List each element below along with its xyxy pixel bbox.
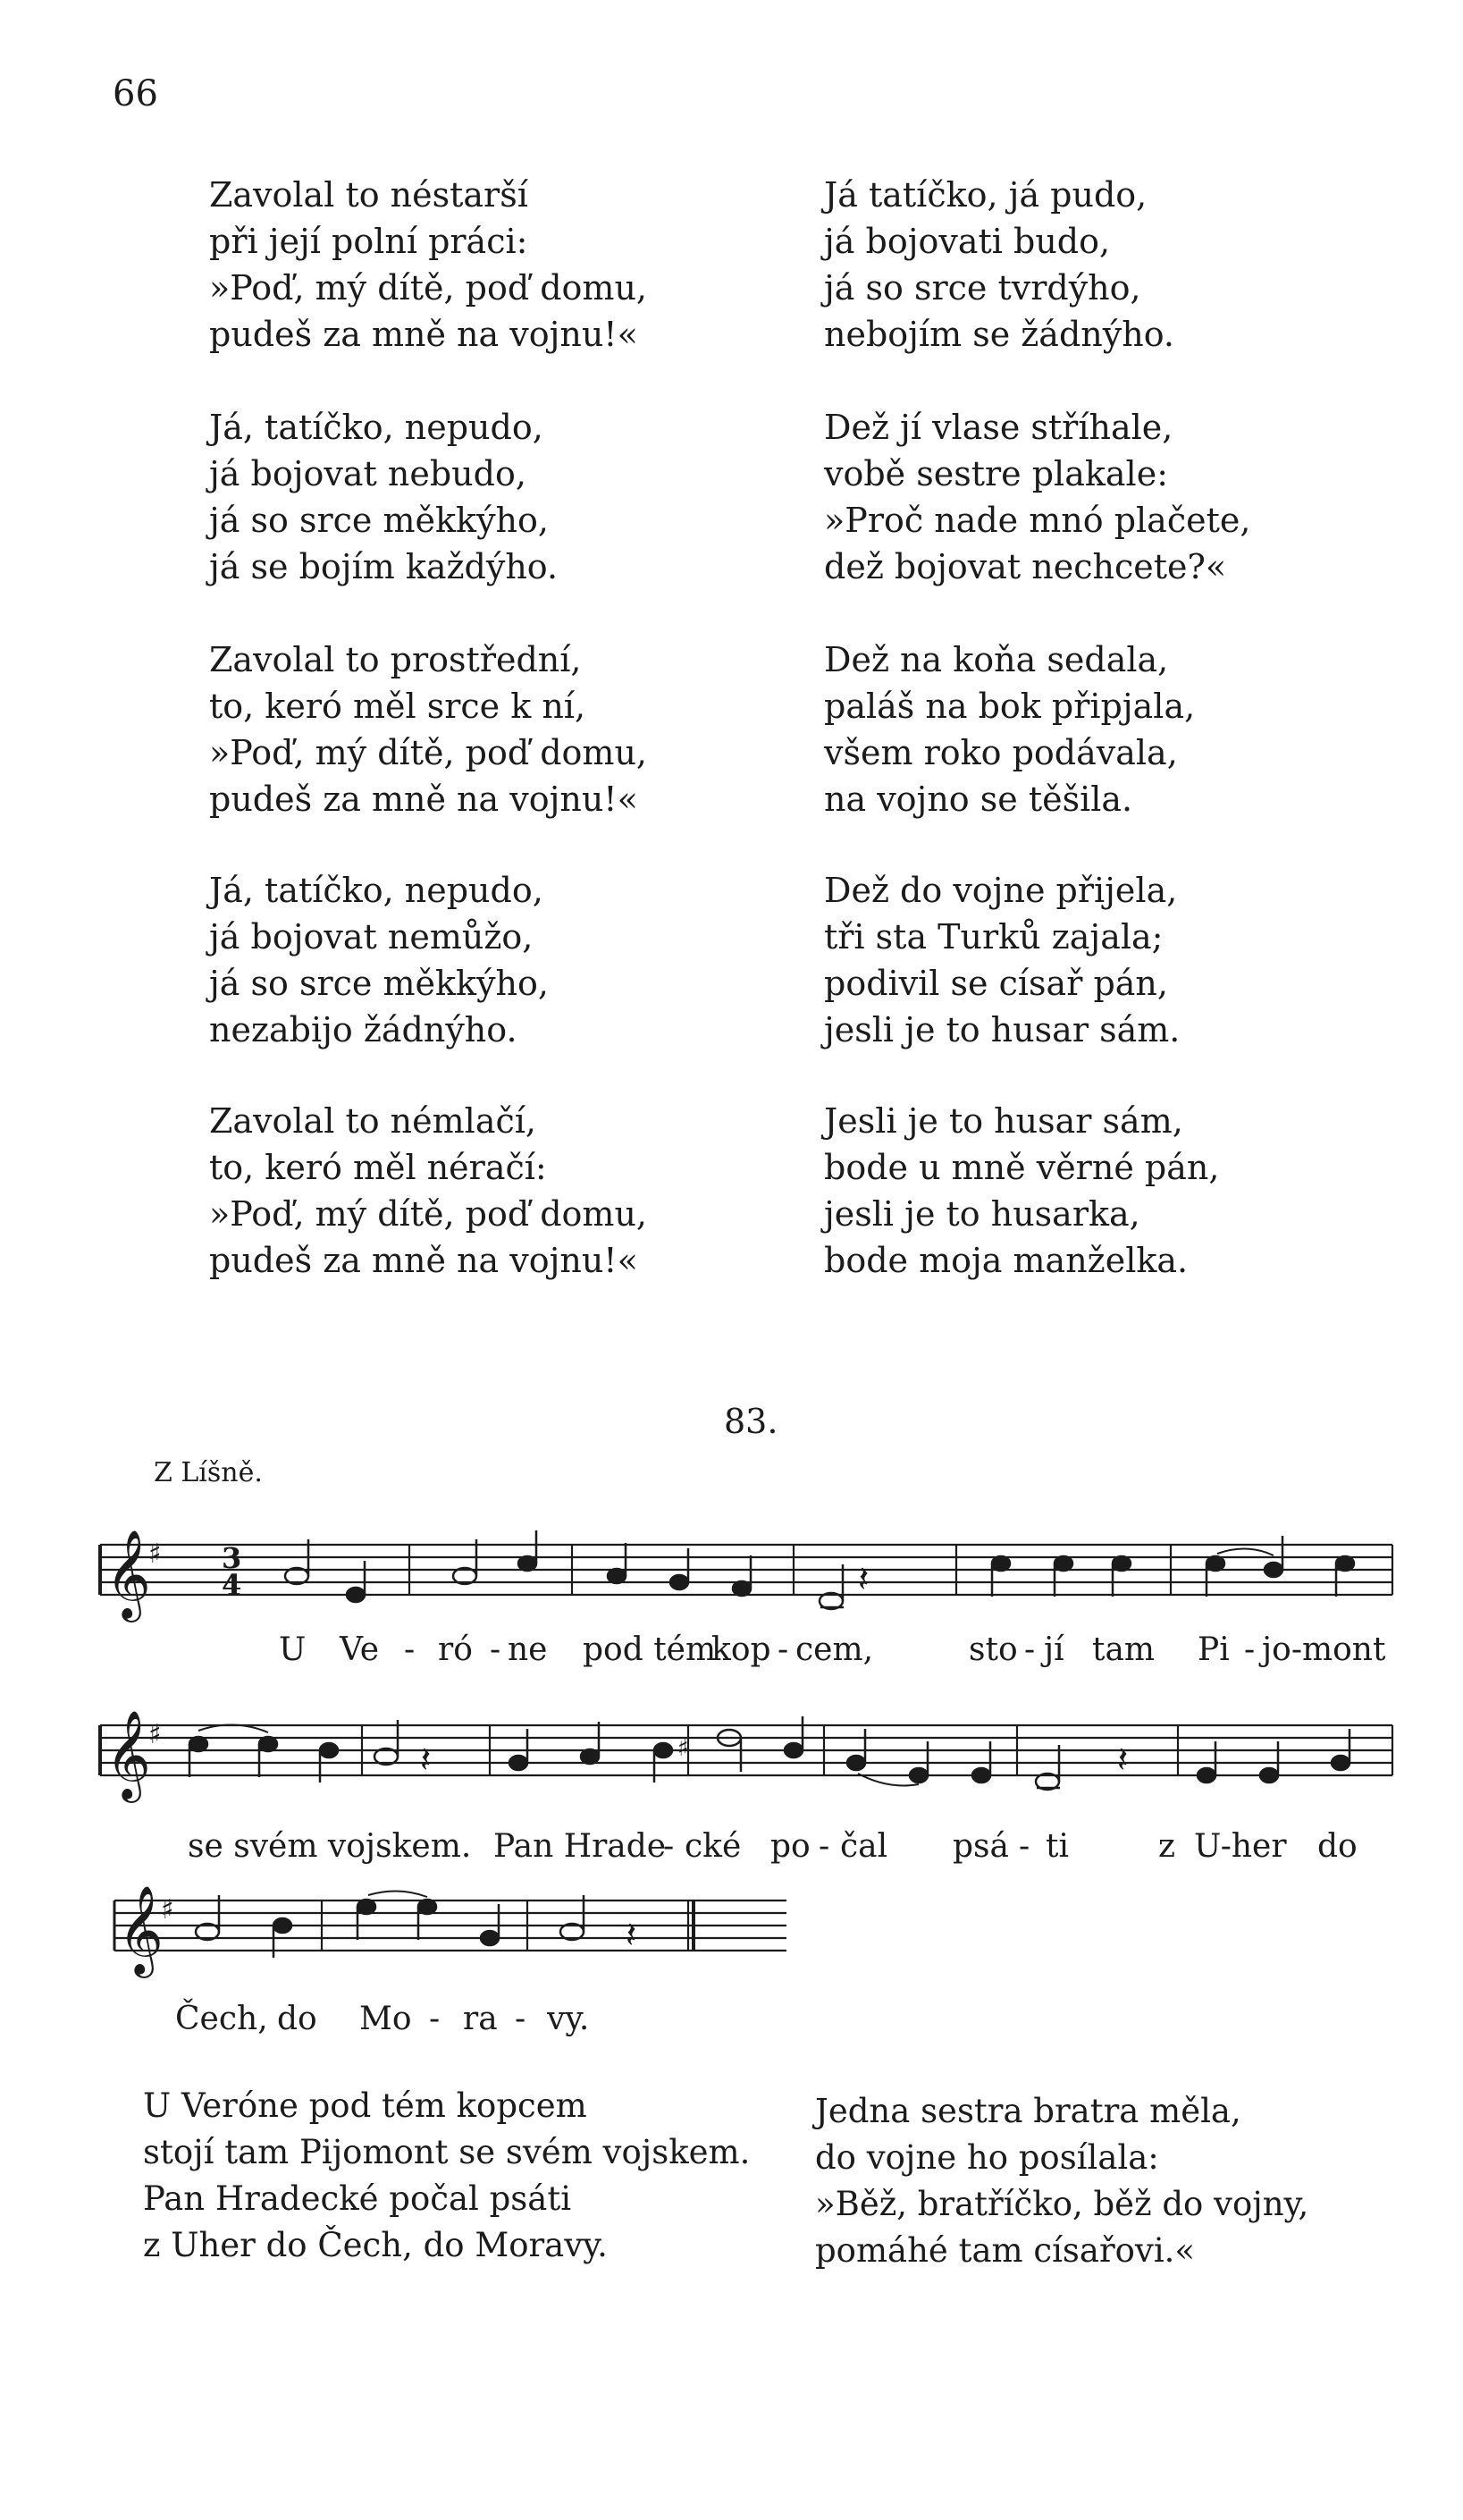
verse-line: Dež do vojne přijela, bbox=[824, 871, 1178, 910]
verse-line: z Uher do Čech, do Moravy. bbox=[143, 2226, 608, 2264]
note bbox=[259, 1737, 277, 1751]
verse-line: všem roko podávala, bbox=[824, 733, 1178, 772]
lyric-syllable: sto bbox=[969, 1631, 1018, 1668]
left-stanza-3 bbox=[209, 636, 647, 822]
quarter-rest-icon: 𝄽 bbox=[858, 1559, 870, 1600]
note bbox=[785, 1743, 803, 1757]
lyric-syllable: - bbox=[404, 1631, 416, 1668]
note bbox=[654, 1743, 672, 1757]
lyric-syllable: - bbox=[1024, 1631, 1036, 1668]
note bbox=[992, 1556, 1010, 1571]
verse-line: »Poď, mý dítě, poď domu, bbox=[209, 268, 648, 308]
treble-clef-icon: 𝄞 bbox=[105, 1530, 151, 1619]
right-stanza-4 bbox=[824, 867, 1180, 1053]
right-stanza-2 bbox=[824, 404, 1250, 590]
lyric-syllable: cké bbox=[685, 1828, 742, 1865]
left-stanza-2 bbox=[209, 404, 558, 590]
lyric-syllable: kop bbox=[711, 1631, 771, 1668]
tie bbox=[368, 1891, 427, 1897]
verse-line: pudeš za mně na vojnu!« bbox=[209, 315, 638, 354]
lyrics-row-1 bbox=[0, 1631, 1463, 1676]
verse-line: Já, tatíčko, nepudo, bbox=[209, 871, 543, 910]
verse-line: já so srce měkkýho, bbox=[209, 964, 549, 1003]
verse-line: já so srce měkkýho, bbox=[209, 501, 549, 540]
sharp-icon: ♯ bbox=[148, 1719, 162, 1750]
verse-line: Zavolal to néstarší bbox=[209, 175, 528, 215]
verse-line: při její polní práci: bbox=[209, 222, 528, 261]
quarter-rest-icon: 𝄽 bbox=[1117, 1740, 1129, 1781]
right-stanza-5 bbox=[824, 1098, 1219, 1284]
verse-line: vobě sestre plakale: bbox=[824, 454, 1168, 493]
lyric-syllable: se svém vojskem. bbox=[188, 1828, 472, 1865]
verses-below-left bbox=[143, 2083, 750, 2269]
verse-line: dež bojovat nechcete?« bbox=[824, 547, 1227, 586]
note bbox=[910, 1768, 928, 1783]
lyric-syllable: Čech, bbox=[175, 2001, 268, 2037]
verse-line: Jedna sestra bratra měla, bbox=[815, 2092, 1241, 2130]
note bbox=[1207, 1556, 1224, 1571]
left-stanza-1 bbox=[209, 172, 647, 358]
lyric-syllable: U bbox=[279, 1631, 307, 1668]
note bbox=[847, 1756, 865, 1770]
lyric-syllable: Ve bbox=[340, 1631, 379, 1668]
verse-line: jesli je to husarka, bbox=[824, 1194, 1140, 1234]
verse-line: pudeš za mně na vojnu!« bbox=[209, 1241, 638, 1280]
note bbox=[481, 1931, 499, 1945]
page-number: 66 bbox=[113, 73, 158, 114]
verse-line: »Poď, mý dítě, poď domu, bbox=[209, 1194, 648, 1234]
lyric-syllable: vy. bbox=[547, 2001, 590, 2037]
sharp-icon: ♯ bbox=[148, 1538, 162, 1570]
verse-line: pudeš za mně na vojnu!« bbox=[209, 780, 638, 819]
lyric-syllable: tam bbox=[1092, 1631, 1156, 1668]
right-stanza-3 bbox=[824, 636, 1195, 822]
treble-clef-icon: 𝄞 bbox=[118, 1885, 164, 1975]
time-signature-top: 3 bbox=[222, 1541, 242, 1575]
lyric-syllable: ró bbox=[438, 1631, 473, 1668]
lyric-syllable: ra bbox=[463, 2001, 498, 2037]
verse-line: do vojne ho posílala: bbox=[815, 2138, 1159, 2177]
lyric-syllable: psá bbox=[953, 1828, 1009, 1865]
lyric-syllable: Mo bbox=[359, 2001, 412, 2037]
note bbox=[320, 1743, 338, 1757]
verse-line: nebojím se žádnýho. bbox=[824, 315, 1174, 354]
verse-line: to, keró měl srce k ní, bbox=[209, 687, 586, 726]
sharp-icon: ♯ bbox=[677, 1735, 689, 1762]
verse-line: Zavolal to prostřední, bbox=[209, 640, 582, 679]
lyric-syllable: cem, bbox=[795, 1631, 874, 1668]
lyric-syllable: do bbox=[1317, 1828, 1358, 1865]
verse-line: Pan Hradecké počal psáti bbox=[143, 2179, 572, 2218]
note bbox=[1055, 1556, 1072, 1571]
lyric-syllable: Pi bbox=[1198, 1631, 1230, 1668]
tie bbox=[1217, 1548, 1274, 1555]
lyric-syllable: jo-mont bbox=[1262, 1631, 1386, 1668]
lyric-syllable: - bbox=[1244, 1631, 1256, 1668]
verses-below-right bbox=[815, 2088, 1308, 2274]
lyric-syllable: Pan Hrade bbox=[493, 1828, 667, 1865]
note bbox=[273, 1918, 291, 1933]
verse-line: podivil se císař pán, bbox=[824, 964, 1168, 1003]
verse-line: pomáhé tam císařovi.« bbox=[815, 2231, 1196, 2270]
verse-line: Dež na koňa sedala, bbox=[824, 640, 1169, 679]
note bbox=[581, 1749, 599, 1764]
verse-line: Já, tatíčko, nepudo, bbox=[209, 408, 543, 447]
note bbox=[670, 1575, 688, 1589]
verse-line: Dež jí vlase stříhale, bbox=[824, 408, 1173, 447]
music-staff-1 bbox=[0, 1529, 1463, 1627]
note bbox=[733, 1581, 751, 1596]
lyric-syllable: pod tém bbox=[583, 1631, 717, 1668]
verse-line: já so srce tvrdýho, bbox=[824, 268, 1141, 308]
verse-line: U Veróne pod tém kopcem bbox=[143, 2086, 587, 2125]
note bbox=[1198, 1768, 1215, 1783]
verse-line: nezabijo žádnýho. bbox=[209, 1010, 517, 1049]
verse-line: já bojovat nebudo, bbox=[209, 454, 526, 493]
verse-line: na vojno se těšila. bbox=[824, 780, 1133, 819]
lyric-syllable: - bbox=[515, 2001, 526, 2037]
note bbox=[1336, 1556, 1354, 1571]
treble-clef-icon: 𝄞 bbox=[105, 1710, 151, 1799]
lyrics-row-2 bbox=[0, 1828, 1463, 1873]
verse-line: jesli je to husar sám. bbox=[824, 1010, 1181, 1049]
verse-line: Jesli je to husar sám, bbox=[824, 1101, 1183, 1141]
note bbox=[1332, 1756, 1349, 1770]
sharp-icon: ♯ bbox=[161, 1894, 174, 1926]
note bbox=[357, 1900, 375, 1914]
verse-line: tři sta Turků zajala; bbox=[824, 917, 1164, 957]
lyric-syllable: - bbox=[490, 1631, 501, 1668]
note bbox=[1265, 1563, 1282, 1577]
lyric-syllable: - bbox=[429, 2001, 441, 2037]
lyric-syllable: po bbox=[770, 1828, 811, 1865]
verse-line: Zavolal to némlačí, bbox=[209, 1101, 536, 1141]
music-staff-2 bbox=[0, 1709, 1463, 1808]
note bbox=[608, 1569, 626, 1583]
verse-line: bode u mně věrné pán, bbox=[824, 1148, 1220, 1187]
lyric-syllable: U-her bbox=[1194, 1828, 1287, 1865]
song-source: Z Líšně. bbox=[154, 1457, 263, 1488]
note bbox=[509, 1756, 527, 1770]
verse-line: »Běž, bratříčko, běž do vojny, bbox=[815, 2185, 1309, 2223]
lyric-syllable: ti bbox=[1046, 1828, 1069, 1865]
lyric-syllable: - bbox=[1019, 1828, 1030, 1865]
note bbox=[518, 1556, 536, 1571]
lyric-syllable: čal bbox=[840, 1828, 888, 1865]
verse-line: »Poď, mý dítě, poď domu, bbox=[209, 733, 648, 772]
lyrics-row-3 bbox=[0, 2001, 894, 2045]
lyric-syllable: z bbox=[1158, 1828, 1175, 1865]
quarter-rest-icon: 𝄽 bbox=[626, 1915, 637, 1956]
verse-line: bode moja manželka. bbox=[824, 1241, 1189, 1280]
note bbox=[418, 1900, 436, 1914]
lyric-syllable: - bbox=[778, 1631, 789, 1668]
song-number: 83. bbox=[724, 1402, 778, 1441]
note bbox=[189, 1737, 207, 1751]
lyric-syllable: - bbox=[819, 1828, 830, 1865]
left-stanza-5 bbox=[209, 1098, 647, 1284]
lyric-syllable: jí bbox=[1044, 1631, 1064, 1668]
verse-line: stojí tam Pijomont se svém vojskem. bbox=[143, 2133, 751, 2171]
right-stanza-1 bbox=[824, 172, 1174, 358]
lyric-syllable: - bbox=[663, 1828, 675, 1865]
lyric-syllable: do bbox=[277, 2001, 317, 2037]
left-stanza-4 bbox=[209, 867, 549, 1053]
verse-line: já bojovati budo, bbox=[824, 222, 1111, 261]
note bbox=[347, 1588, 365, 1602]
music-staff-3 bbox=[0, 1884, 1463, 1983]
lyric-syllable: ne bbox=[508, 1631, 548, 1668]
note bbox=[972, 1768, 990, 1783]
verse-line: Já tatíčko, já pudo, bbox=[824, 175, 1148, 215]
verse-line: paláš na bok připjala, bbox=[824, 687, 1196, 726]
note bbox=[1113, 1556, 1131, 1571]
note bbox=[1260, 1768, 1278, 1783]
time-signature-bottom: 4 bbox=[222, 1568, 242, 1602]
verse-line: »Proč nade mnó plačete, bbox=[824, 501, 1251, 540]
verse-line: já se bojím každýho. bbox=[209, 547, 559, 586]
verse-line: to, keró měl néračí: bbox=[209, 1148, 547, 1187]
quarter-rest-icon: 𝄽 bbox=[420, 1740, 432, 1781]
verse-line: já bojovat nemůžo, bbox=[209, 917, 534, 957]
